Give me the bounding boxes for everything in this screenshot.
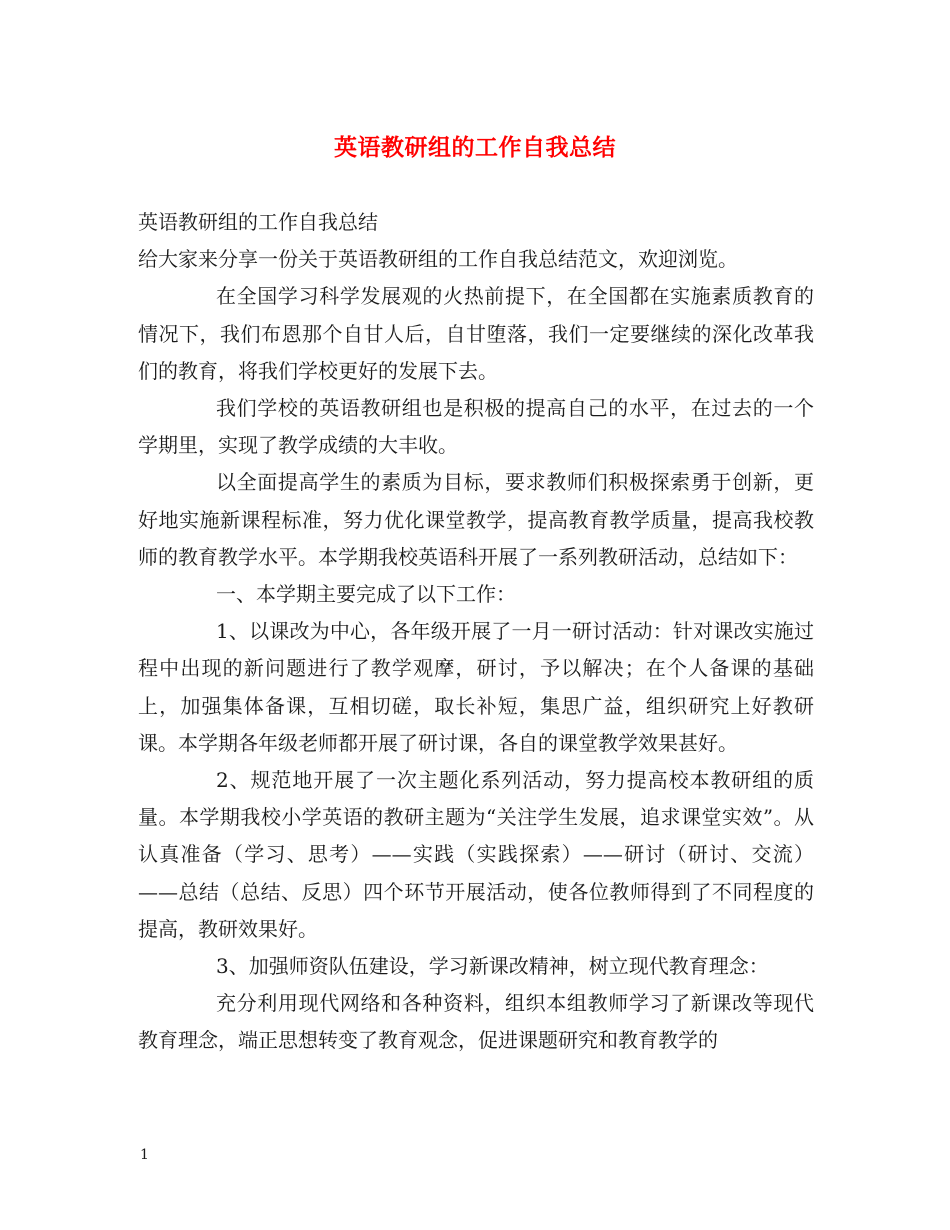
paragraph: 我们学校的英语教研组也是积极的提高自己的水平，在过去的一个学期里，实现了教学成绩的大丰收。 <box>138 396 814 458</box>
paragraph: 以全面提高学生的素质为目标，要求教师们积极探索勇于创新，更好地实施新课程标准，努力优化课堂教学，提高教育教学质量，提高我校教师的教育教学水平。本学期我校英语科开展了一系列教研活动，总结如下： <box>138 470 814 569</box>
paragraph: 2、规范地开展了一次主题化系列活动，努力提高校本教研组的质量。本学期我校小学英语的教研主题为“关注学生发展，追求课堂实效”。从认真准备（学习、思考）——实践（实践探索）——研讨（研讨、交流）——总结（总结、反思）四个环节开展活动，使各位教师得到了不同程度的提高，教研效果好。 <box>138 768 814 941</box>
paragraph: 给大家来分享一份关于英语教研组的工作自我总结范文，欢迎浏览。 <box>138 247 738 272</box>
paragraph: 一、本学期主要完成了以下工作： <box>216 582 516 607</box>
paragraph: 英语教研组的工作自我总结 <box>138 210 378 234</box>
paragraph: 在全国学习科学发展观的火热前提下，在全国都在实施素质教育的情况下，我们布恩那个自甘人后，自甘堕落，我们一定要继续的深化改革我们的教育，将我们学校更好的发展下去。 <box>138 284 814 383</box>
paragraph: 3、加强师资队伍建设，学习新课改精神，树立现代教育理念： <box>216 954 769 979</box>
paragraph: 1、以课改为中心，各年级开展了一月一研讨活动：针对课改实施过程中出现的新问题进行了教学观摩，研讨，予以解决；在个人备课的基础上，加强集体备课，互相切磋，取长补短，集思广益，组织研究上好教研课。本学期各年级老师都开展了研讨课，各自的课堂教学效果甚好。 <box>138 619 814 755</box>
document-body <box>138 204 814 1060</box>
document-title: 英语教研组的工作自我总结 <box>334 134 616 161</box>
paragraph: 充分利用现代网络和各种资料，组织本组教师学习了新课改等现代教育理念，端正思想转变了教育观念，促进课题研究和教育教学的 <box>138 991 814 1053</box>
page-number: 1 <box>140 1147 149 1163</box>
